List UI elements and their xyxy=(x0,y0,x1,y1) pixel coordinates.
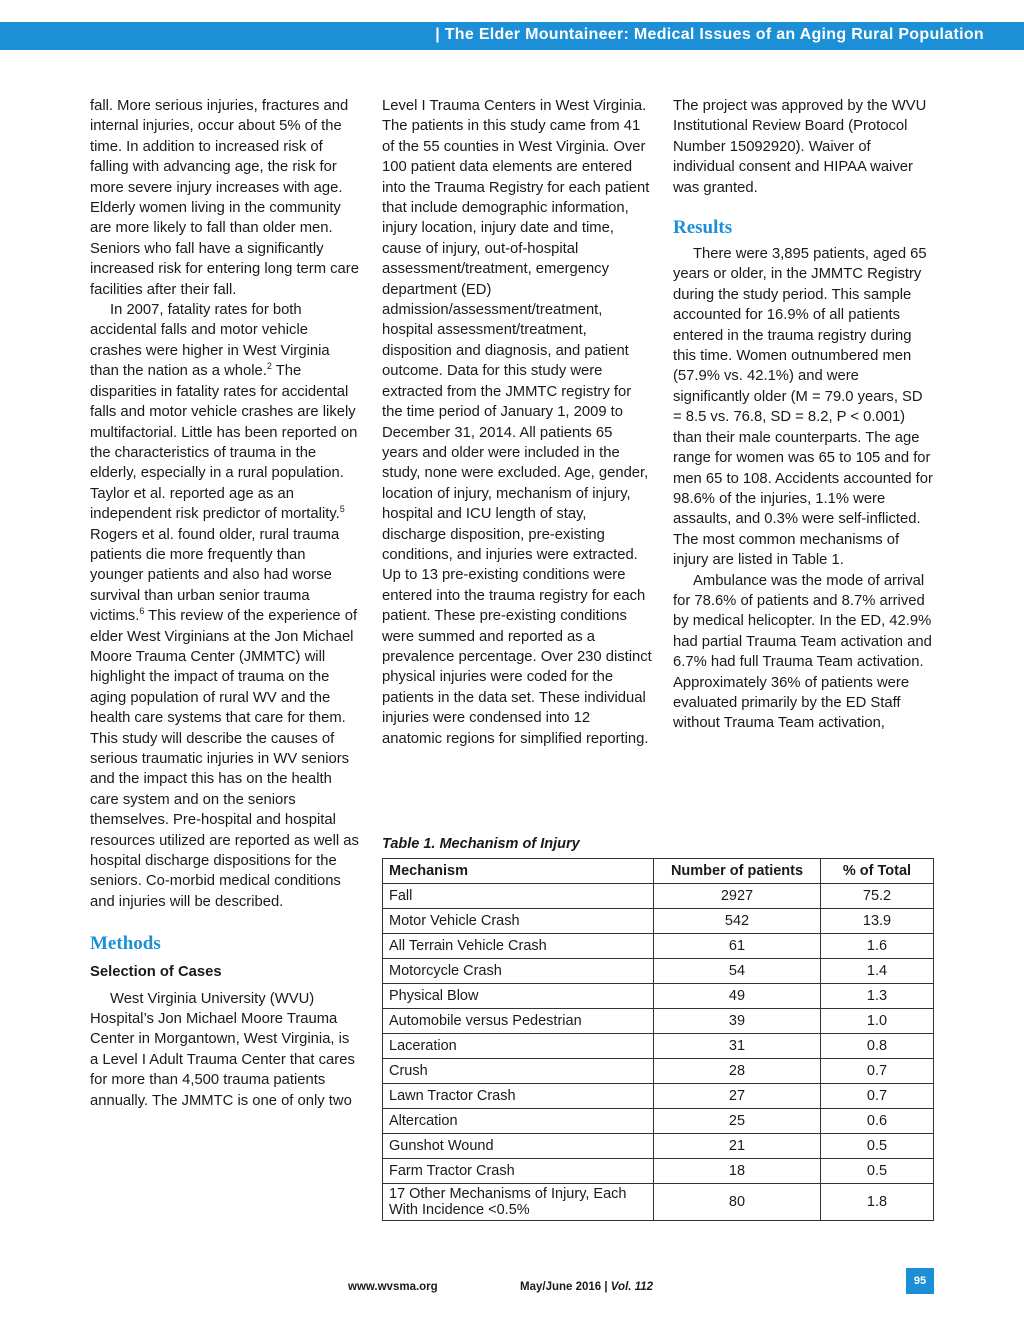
table-row xyxy=(383,909,934,934)
percent-cell: 0.5 xyxy=(821,1159,934,1184)
body-text: This review of the experience of elder West Virginians at the Jon Michael Moore Trauma Center (JMMTC) will highlight the impact of trauma on the aging population of rural WV and the health care systems that care for them. This study will describe the causes of serious traumatic injuries in WV seniors and the impact this has on the health care system and on the seniors themselves. Pre-hospital and hospital resources utilized are reported as well as hospital discharge dispositions for the seniors. Co-morbid medical conditions and injuries will be described. xyxy=(90,608,359,910)
table-row xyxy=(383,959,934,984)
body-text: Rogers et al. found older, rural trauma patients die more frequently than younger patients and also had worse survival than urban senior trauma victims. xyxy=(90,526,340,625)
percent-cell: 0.8 xyxy=(821,1034,934,1059)
percent-cell: 1.4 xyxy=(821,959,934,984)
table-row xyxy=(383,1009,934,1034)
percent-cell: 1.8 xyxy=(821,1184,934,1221)
table-row xyxy=(383,984,934,1009)
table-row xyxy=(383,1159,934,1184)
count-cell: 25 xyxy=(654,1109,821,1134)
column-1 xyxy=(90,96,360,1111)
mechanism-cell: 17 Other Mechanisms of Injury, Each With Incidence <0.5% xyxy=(383,1184,654,1221)
footer-website: www.wvsma.org xyxy=(348,1281,438,1293)
header-banner xyxy=(0,22,1024,50)
body-paragraph xyxy=(90,300,360,912)
percent-cell: 13.9 xyxy=(821,909,934,934)
body-paragraph: West Virginia University (WVU) Hospital’s Jon Michael Moore Trauma Center in Morgantown, West Virginia, is a Level I Adult Trauma Center that cares for more than 4,500 trauma patients annually. The JMMTC is one of only two xyxy=(90,990,355,1109)
table-row xyxy=(383,934,934,959)
body-paragraph: Ambulance was the mode of arrival for 78.6% of patients and 8.7% arrived by medical helicopter. In the ED, 42.9% had partial Trauma Team activation and 6.7% had full Trauma Team activation. Approximately 36% of patients were evaluated primarily by the ED Staff without Trauma Team activation, xyxy=(673,572,932,732)
column-header: % of Total xyxy=(821,859,934,884)
methods-heading: Methods xyxy=(90,933,161,955)
selection-of-cases-subheading: Selection of Cases xyxy=(90,964,222,981)
mechanism-cell: Fall xyxy=(383,884,654,909)
running-title: | The Elder Mountaineer: Medical Issues of an Aging Rural Population xyxy=(435,26,984,43)
mechanism-cell: Laceration xyxy=(383,1034,654,1059)
column-header: Mechanism xyxy=(383,859,654,884)
mechanism-cell: Lawn Tractor Crash xyxy=(383,1084,654,1109)
footer-volume: Vol. 112 xyxy=(610,1281,653,1293)
mechanism-cell: Crush xyxy=(383,1059,654,1084)
count-cell: 80 xyxy=(654,1184,821,1221)
percent-cell: 0.7 xyxy=(821,1084,934,1109)
table-header-row xyxy=(383,859,934,884)
mechanism-of-injury-table xyxy=(382,858,934,1221)
mechanism-cell: All Terrain Vehicle Crash xyxy=(383,934,654,959)
count-cell: 542 xyxy=(654,909,821,934)
percent-cell: 1.3 xyxy=(821,984,934,1009)
count-cell: 49 xyxy=(654,984,821,1009)
column-3 xyxy=(673,96,935,734)
body-text: The disparities in fatality rates for accidental falls and motor vehicle crashes are likely multifactorial. Little has been reported on the characteristics of trauma in the elderly, especially in a rural population. Taylor et al. reported age as an independent risk predictor of mortality. xyxy=(90,363,358,523)
table-row xyxy=(383,1034,934,1059)
body-paragraph: Level I Trauma Centers in West Virginia. The patients in this study came from 41 of the 55 counties in West Virginia. Over 100 patient data elements are entered into the Trauma Registry for each patient that include demographic information, injury location, injury date and time, cause of injury, out-of-hospital assessment/treatment, emergency department (ED) admission/assessment/treatment, hospital assessment/treatment, disposition and diagnosis, and patient outcome. Data for this study were extracted from the JMMTC registry for the time period of January 1, 2009 to December 31, 2014. All patients 65 years and older were included in the study, none were excluded. Age, gender, location of injury, mechanism of injury, hospital and ICU length of stay, discharge disposition, pre-existing conditions, and injuries were extracted. Up to 13 pre-existing conditions were entered into the trauma registry for each patient. These pre-existing conditions were summed and reported as a prevalence percentage. Over 230 distinct physical injuries were coded for the patients in the data set. These individual injuries were condensed into 12 anatomic regions for simplified reporting. xyxy=(382,98,652,747)
footer-issue xyxy=(520,1281,653,1293)
page-number: 95 xyxy=(906,1268,934,1294)
mechanism-cell: Gunshot Wound xyxy=(383,1134,654,1159)
percent-cell: 0.6 xyxy=(821,1109,934,1134)
percent-cell: 1.0 xyxy=(821,1009,934,1034)
reference-marker: 2 xyxy=(266,361,272,372)
body-paragraph: The project was approved by the WVU Institutional Review Board (Protocol Number 15092920). Waiver of individual consent and HIPAA waiver was granted. xyxy=(673,98,927,196)
reference-marker: 5 xyxy=(339,504,345,515)
count-cell: 61 xyxy=(654,934,821,959)
count-cell: 28 xyxy=(654,1059,821,1084)
results-heading: Results xyxy=(673,217,733,239)
mechanism-cell: Altercation xyxy=(383,1109,654,1134)
count-cell: 18 xyxy=(654,1159,821,1184)
table-row xyxy=(383,1109,934,1134)
reference-marker: 6 xyxy=(139,606,145,617)
percent-cell: 1.6 xyxy=(821,934,934,959)
count-cell: 39 xyxy=(654,1009,821,1034)
body-text: In 2007, fatality rates for both accidental falls and motor vehicle crashes were higher in West Virginia than the nation as a whole. xyxy=(90,302,330,380)
mechanism-cell: Physical Blow xyxy=(383,984,654,1009)
count-cell: 27 xyxy=(654,1084,821,1109)
column-header: Number of patients xyxy=(654,859,821,884)
footer-issue-date: May/June 2016 | xyxy=(520,1281,611,1293)
mechanism-cell: Motorcycle Crash xyxy=(383,959,654,984)
column-2 xyxy=(382,96,652,749)
body-paragraph: fall. More serious injuries, fractures and internal injuries, occur about 5% of the time. In addition to increased risk of falling with advancing age, the risk for more severe injury increases with age. Elderly women living in the community are more likely to fall than older men. Seniors who fall have a significantly increased risk for entering long term care facilities after their fall. xyxy=(90,98,359,298)
mechanism-cell: Farm Tractor Crash xyxy=(383,1159,654,1184)
table-caption: Table 1. Mechanism of Injury xyxy=(382,836,580,852)
table-row xyxy=(383,884,934,909)
count-cell: 31 xyxy=(654,1034,821,1059)
percent-cell: 0.5 xyxy=(821,1134,934,1159)
count-cell: 2927 xyxy=(654,884,821,909)
count-cell: 54 xyxy=(654,959,821,984)
count-cell: 21 xyxy=(654,1134,821,1159)
percent-cell: 75.2 xyxy=(821,884,934,909)
table-row xyxy=(383,1084,934,1109)
table-row xyxy=(383,1134,934,1159)
table-row xyxy=(383,1059,934,1084)
body-paragraph: There were 3,895 patients, aged 65 years or older, in the JMMTC Registry during the study period. This sample accounted for 16.9% of all patients entered in the trauma registry during this time. Women outnumbered men (57.9% vs. 42.1%) and were significantly older (M = 79.0 years, SD = 8.5 vs. 76.8, SD = 8.2, P < 0.001) than their male counterparts. The age range for women was 65 to 105 and for men 65 to 108. Accidents accounted for 98.6% of the injuries, 1.1% were assaults, and 0.3% were self-inflicted. The most common mechanisms of injury are listed in Table 1. xyxy=(673,246,933,569)
mechanism-cell: Motor Vehicle Crash xyxy=(383,909,654,934)
table-row xyxy=(383,1184,934,1221)
percent-cell: 0.7 xyxy=(821,1059,934,1084)
mechanism-cell: Automobile versus Pedestrian xyxy=(383,1009,654,1034)
